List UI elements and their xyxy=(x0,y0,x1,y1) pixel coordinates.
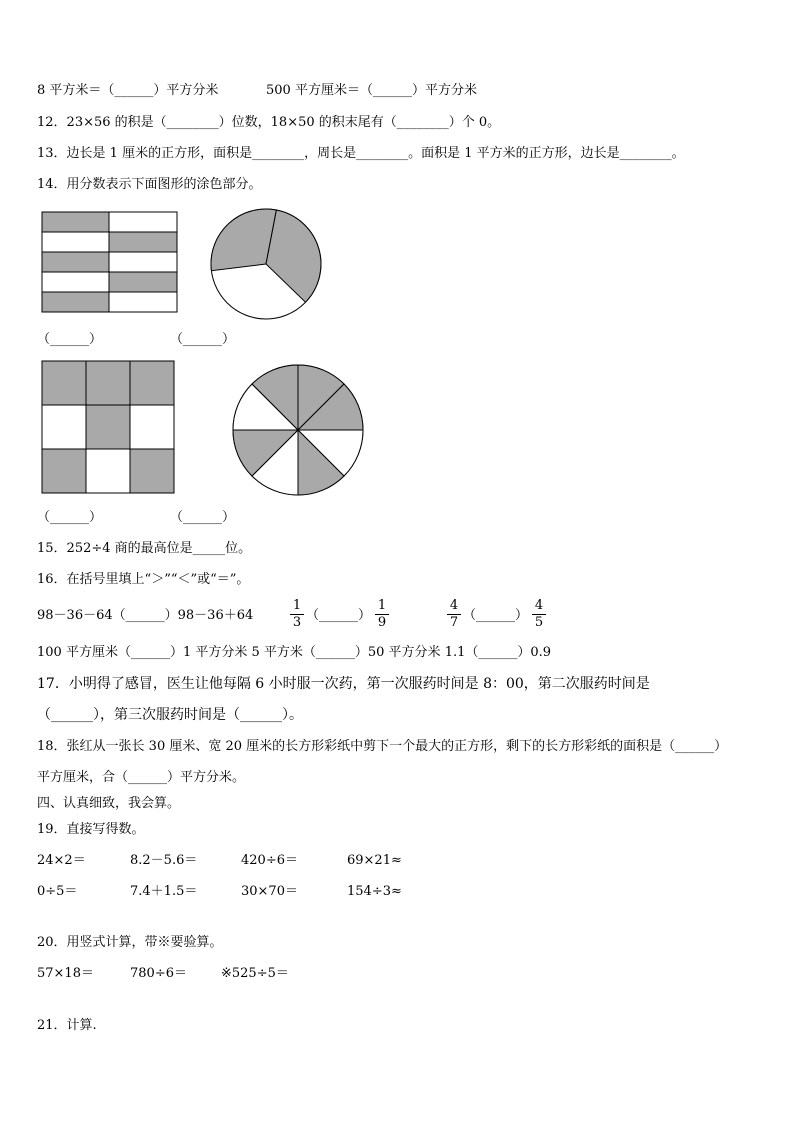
white-cell xyxy=(42,232,109,252)
answer-blank-3[interactable]: （______） xyxy=(37,510,103,525)
shaded-cell xyxy=(42,212,109,232)
calc-item: 69×21≈ xyxy=(347,853,402,868)
shaded-cell xyxy=(109,272,177,292)
fraction-4-7: 4 7 xyxy=(447,599,461,630)
question-19: 19．直接写得数。 xyxy=(37,822,145,837)
calc-item: 420÷6＝ xyxy=(241,853,298,868)
white-cell xyxy=(42,272,109,292)
answer-blank-4[interactable]: （______） xyxy=(170,510,236,525)
q16-units-row: 100 平方厘米（______）1 平方分米 5 平方米（______）50 平方分米 1.1（______）0.9 xyxy=(37,645,552,660)
calc-item: 57×18＝ xyxy=(37,966,94,981)
question-20: 20．用竖式计算，带※要验算。 xyxy=(37,935,223,950)
shaded-cell xyxy=(109,232,177,252)
shaded-cell xyxy=(42,292,109,312)
answer-blank-2[interactable]: （______） xyxy=(170,332,236,347)
question-16: 16．在括号里填上“＞”“＜”或“＝”。 xyxy=(37,572,250,587)
question-21: 21．计算. xyxy=(37,1018,97,1033)
calc-item: 24×2＝ xyxy=(37,853,86,868)
shaded-cell xyxy=(42,252,109,272)
calc-item: ※525÷5＝ xyxy=(221,966,289,981)
question-18-line-2: 平方厘米，合（______）平方分米。 xyxy=(37,770,246,785)
calc-item: 154÷3≈ xyxy=(347,884,402,899)
question-17-line-1: 17．小明得了感冒，医生让他每隔 6 小时服一次药，第一次服药时间是 8：00，第二次服药时间是 xyxy=(37,676,650,692)
answer-blank-1[interactable]: （______） xyxy=(37,332,103,347)
q11-line-b: 500 平方厘米＝（______）平方分米 xyxy=(266,83,477,98)
question-18-line-1: 18．张红从一张长 30 厘米、宽 20 厘米的长方形彩纸中剪下一个最大的正方形，剩下的长方形彩纸的面积是（______） xyxy=(37,739,728,754)
calc-item: 30×70＝ xyxy=(241,884,298,899)
question-13: 13．边长是 1 厘米的正方形，面积是________，周长是________。面积是 1 平方米的正方形，边长是________。 xyxy=(37,146,685,161)
calc-item: 780÷6＝ xyxy=(130,966,187,981)
question-15: 15．252÷4 商的最高位是_____位。 xyxy=(37,541,252,556)
q16-compare-blank-2[interactable]: （______） xyxy=(463,608,529,623)
section-4-title: 四、认真细致，我会算。 xyxy=(37,796,181,811)
fraction-1-3: 1 3 xyxy=(290,599,304,630)
question-17-line-2: （______），第三次服药时间是（______）。 xyxy=(37,707,303,723)
calc-item: 8.2－5.6＝ xyxy=(130,853,198,868)
white-cell xyxy=(109,292,177,312)
figure-circle-thirds xyxy=(208,206,324,322)
q16-compare-expr: 98－36－64（______）98－36＋64 xyxy=(37,608,254,623)
figure-striped-rectangle xyxy=(41,211,181,315)
fraction-4-5: 4 5 xyxy=(532,599,546,630)
calc-item: 0÷5＝ xyxy=(37,884,78,899)
white-cell xyxy=(109,212,177,232)
q11-line-a: 8 平方米＝（______）平方分米 xyxy=(37,83,219,98)
figure-circle-eighths xyxy=(230,362,366,498)
question-14: 14．用分数表示下面图形的涂色部分。 xyxy=(37,177,262,192)
calc-item: 7.4＋1.5＝ xyxy=(130,884,198,899)
fraction-1-9: 1 9 xyxy=(375,599,389,630)
white-cell xyxy=(109,252,177,272)
question-12: 12．23×56 的积是（________）位数，18×50 的积末尾有（________）个 0。 xyxy=(37,115,501,130)
q16-compare-blank[interactable]: （______） xyxy=(306,608,372,623)
figure-grid-3x3 xyxy=(41,360,177,496)
